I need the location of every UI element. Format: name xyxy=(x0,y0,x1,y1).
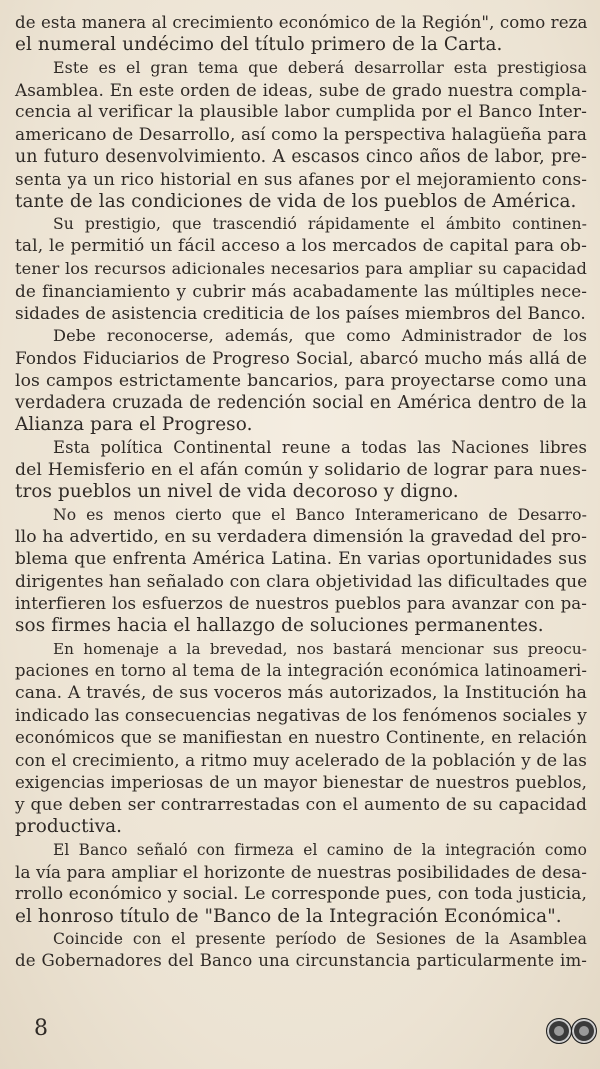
text-line: interfieren los esfuerzos de nuestros pueblos para avanzar con pa- xyxy=(15,593,587,613)
text-line: senta ya un rico historial en sus afanes por el mejoramiento cons- xyxy=(15,169,587,190)
text-line: tal, le permitió un fácil acceso a los mercados de capital para ob- xyxy=(15,236,587,257)
text-line: Alianza para el Progreso. xyxy=(15,414,253,436)
text-line: tros pueblos un nivel de vida decoroso y digno. xyxy=(15,481,459,503)
text-line: tante de las condiciones de vida de los pueblos de América. xyxy=(15,190,577,212)
text-line: rrollo económico y social. Le corresponde pues, con toda justicia, xyxy=(15,884,587,905)
page-navigation xyxy=(546,1018,596,1046)
text-line: Coincide con el presente período de Sesiones de la Asamblea xyxy=(53,930,587,949)
text-line: productiva. xyxy=(15,816,123,838)
text-line: sos firmes hacia el hallazgo de soluciones permanentes. xyxy=(15,615,544,637)
text-line: con el crecimiento, a ritmo muy acelerado de la población y de las xyxy=(15,750,587,771)
text-line: de financiamiento y cubrir más acabadamente las múltiples nece- xyxy=(15,281,587,302)
text-line: verdadera cruzada de redención social en América dentro de la xyxy=(15,392,587,413)
text-line: indicado las consecuencias negativas de los fenómenos sociales y xyxy=(15,705,587,726)
text-line: exigencias imperiosas de un mayor bienestar de nuestros pueblos, xyxy=(15,772,587,792)
text-line: Debe reconocerse, además, que como Administrador de los xyxy=(53,325,587,345)
text-line: un futuro desenvolvimiento. A escasos cinco años de labor, pre- xyxy=(15,147,587,168)
text-line: el honroso título de "Banco de la Integración Económica". xyxy=(15,905,562,927)
text-line: paciones en torno al tema de la integración económica latinoameri- xyxy=(15,660,587,680)
text-line: económicos que se manifiestan en nuestro Continente, en relación xyxy=(15,728,587,747)
text-line: de Gobernadores del Banco una circunstancia particularmente im- xyxy=(15,951,587,971)
body-text xyxy=(15,12,587,973)
text-line: tener los recursos adicionales necesarios para ampliar su capacidad xyxy=(15,258,587,278)
text-line: No es menos cierto que el Banco Interamericano de Desarro- xyxy=(53,505,587,524)
text-line: Esta política Continental reune a todas las Naciones libres xyxy=(53,437,587,457)
text-line: del Hemisferio en el afán común y solidario de lograr para nues- xyxy=(15,459,587,480)
text-line: Este es el gran tema que deberá desarrollar esta prestigiosa xyxy=(53,57,587,77)
text-line: En homenaje a la brevedad, nos bastará mencionar sus preocu- xyxy=(53,639,587,658)
page-number: 8 xyxy=(34,1016,48,1041)
text-line: llo ha advertido, en su verdadera dimensión la gravedad del pro- xyxy=(15,526,587,547)
circle-icon xyxy=(554,1026,564,1036)
circle-icon xyxy=(579,1026,589,1036)
text-line: Fondos Fiduciarios de Progreso Social, abarcó mucho más allá de xyxy=(15,348,587,369)
text-line: de esta manera al crecimiento económico de la Región", como reza xyxy=(15,13,588,32)
text-line: cencia al verificar la plausible labor cumplida por el Banco Inter- xyxy=(15,102,587,123)
text-line: sidades de asistencia crediticia de los países miembros del Banco. xyxy=(15,303,586,324)
text-line: Asamblea. En este orden de ideas, sube de grado nuestra compla- xyxy=(15,80,587,101)
text-line: la vía para ampliar el horizonte de nuestras posibilidades de desa- xyxy=(15,862,588,883)
text-line: cana. A través, de sus voceros más autorizados, la Institución ha xyxy=(15,683,587,704)
text-line: y que deben ser contrarrestadas con el aumento de su capacidad xyxy=(15,795,587,816)
text-line: Su prestigio, que trascendió rápidamente el ámbito continen- xyxy=(53,215,587,234)
text-line: dirigentes han señalado con clara objetividad las dificultades que xyxy=(15,571,588,592)
text-line: los campos estrictamente bancarios, para proyectarse como una xyxy=(15,370,587,391)
text-line: americano de Desarrollo, así como la perspectiva halagüeña para xyxy=(15,124,587,145)
text-line: el numeral undécimo del título primero de la Carta. xyxy=(15,34,503,56)
text-line: El Banco señaló con firmeza el camino de la integración como xyxy=(53,840,587,859)
next-page-button[interactable] xyxy=(571,1018,597,1044)
text-line: blema que enfrenta América Latina. En varias oportunidades sus xyxy=(15,549,587,570)
previous-page-button[interactable] xyxy=(546,1018,572,1044)
